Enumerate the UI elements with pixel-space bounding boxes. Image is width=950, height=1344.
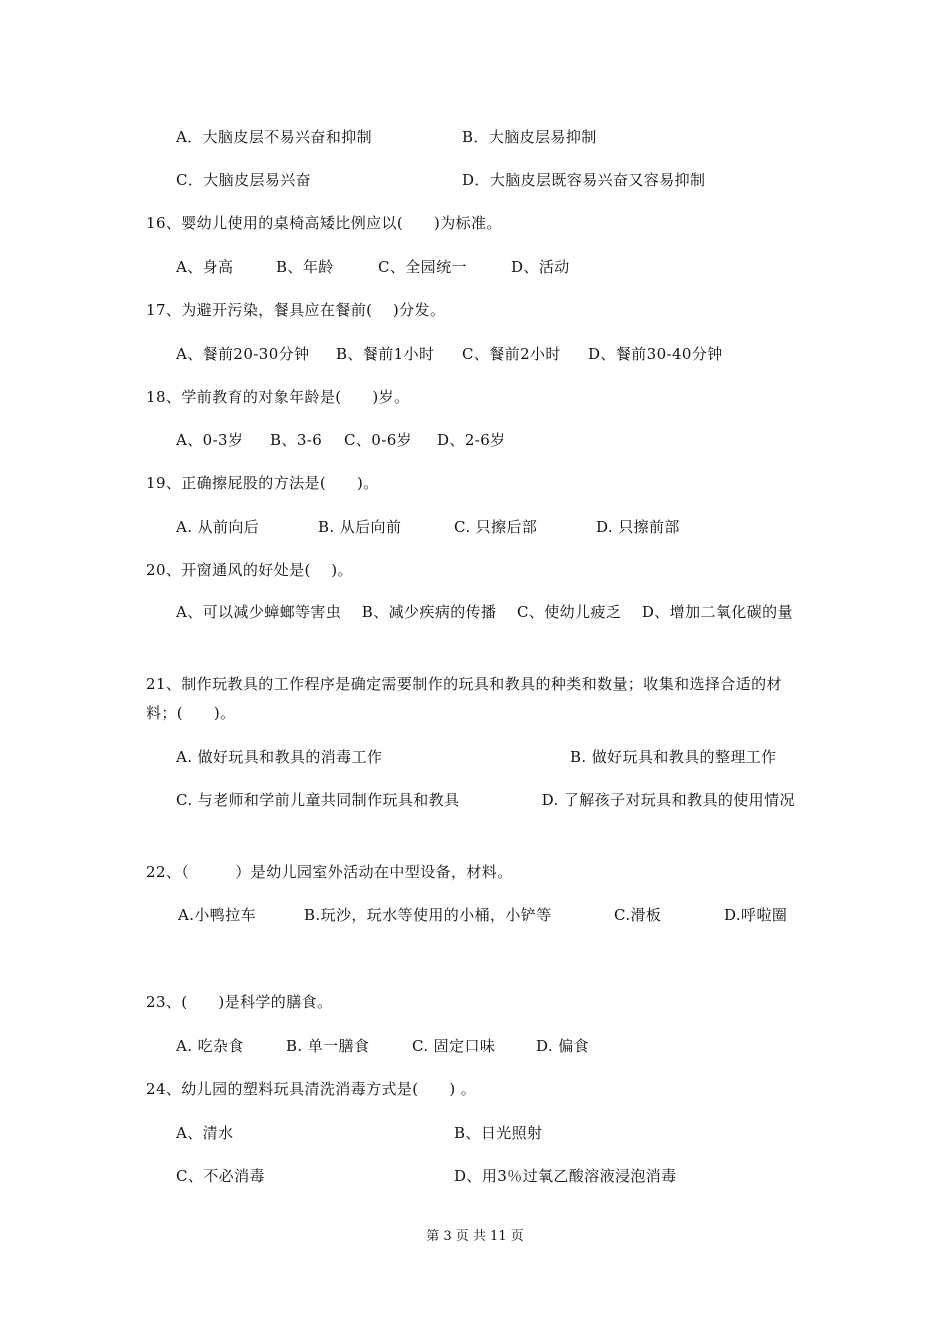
option-16-d: D、活动 bbox=[511, 258, 570, 276]
question-24: 24、幼儿园的塑料玩具清洗消毒方式是( ) 。 bbox=[146, 1080, 477, 1098]
option-18-d: D、2-6岁 bbox=[437, 431, 506, 449]
option-16-a: A、身高 bbox=[176, 258, 234, 276]
option-23-d: D. 偏食 bbox=[536, 1037, 590, 1055]
option-21-b: B. 做好玩具和教具的整理工作 bbox=[570, 748, 777, 766]
options-20: A、可以减少蟑螂等害虫 B、减少疾病的传播 C、使幼儿疲乏 D、增加二氧化碳的量 bbox=[176, 603, 793, 621]
option-17-d: D、餐前30-40分钟 bbox=[588, 345, 723, 363]
question-22: 22、（ ）是幼儿园室外活动在中型设备，材料。 bbox=[146, 863, 513, 881]
question-23: 23、( )是科学的膳食。 bbox=[146, 993, 333, 1011]
option-24-b: B、日光照射 bbox=[454, 1124, 543, 1142]
option-23-c: C. 固定口味 bbox=[412, 1037, 496, 1055]
question-16: 16、婴幼儿使用的桌椅高矮比例应以( )为标准。 bbox=[146, 214, 502, 232]
option-17-a: A、餐前20-30分钟 bbox=[176, 345, 310, 363]
option-18-c: C、0-6岁 bbox=[344, 431, 413, 449]
option-23-a: A. 吃杂食 bbox=[176, 1037, 244, 1055]
option-24-c: C、不必消毒 bbox=[176, 1167, 265, 1185]
option-15-a: A．大脑皮层不易兴奋和抑制 bbox=[176, 128, 373, 146]
option-17-b: B、餐前1小时 bbox=[336, 345, 435, 363]
option-24-a: A、清水 bbox=[176, 1124, 234, 1142]
option-23-b: B. 单一膳食 bbox=[286, 1037, 370, 1055]
page-number-footer: 第 3 页 共 11 页 bbox=[426, 1229, 524, 1244]
option-16-b: B、年龄 bbox=[276, 258, 334, 276]
question-17: 17、为避开污染，餐具应在餐前( )分发。 bbox=[146, 301, 446, 319]
question-20: 20、开窗通风的好处是( )。 bbox=[146, 561, 353, 579]
option-22-d: D.呼啦圈 bbox=[724, 906, 788, 924]
option-19-d: D. 只擦前部 bbox=[596, 518, 680, 536]
question-21: 21、制作玩教具的工作程序是确定需要制作的玩具和教具的种类和数量；收集和选择合适的材料；( )。 bbox=[146, 675, 782, 722]
option-18-b: B、3-6 bbox=[270, 431, 323, 449]
question-19: 19、正确擦屁股的方法是( )。 bbox=[146, 474, 379, 492]
option-24-d: D、用3％过氧乙酸溶液浸泡消毒 bbox=[454, 1167, 677, 1185]
options-21-cd: C. 与老师和学前儿童共同制作玩具和教具 D. 了解孩子对玩具和教具的使用情况 bbox=[176, 791, 795, 809]
question-18: 18、学前教育的对象年龄是( )岁。 bbox=[146, 388, 410, 406]
option-22-a: A.小鸭拉车 bbox=[178, 906, 257, 924]
option-19-b: B. 从后向前 bbox=[318, 518, 402, 536]
option-19-c: C. 只擦后部 bbox=[454, 518, 538, 536]
option-17-c: C、餐前2小时 bbox=[462, 345, 561, 363]
option-22-c: C.滑板 bbox=[614, 906, 662, 924]
option-19-a: A. 从前向后 bbox=[176, 518, 260, 536]
option-15-c: C．大脑皮层易兴奋 bbox=[176, 171, 312, 189]
option-22-b: B.玩沙，玩水等使用的小桶，小铲等 bbox=[304, 906, 552, 924]
option-15-b: B．大脑皮层易抑制 bbox=[462, 128, 597, 146]
option-18-a: A、0-3岁 bbox=[176, 431, 244, 449]
option-21-a: A. 做好玩具和教具的消毒工作 bbox=[176, 748, 383, 766]
option-15-d: D．大脑皮层既容易兴奋又容易抑制 bbox=[462, 171, 706, 189]
option-16-c: C、全园统一 bbox=[378, 258, 467, 276]
